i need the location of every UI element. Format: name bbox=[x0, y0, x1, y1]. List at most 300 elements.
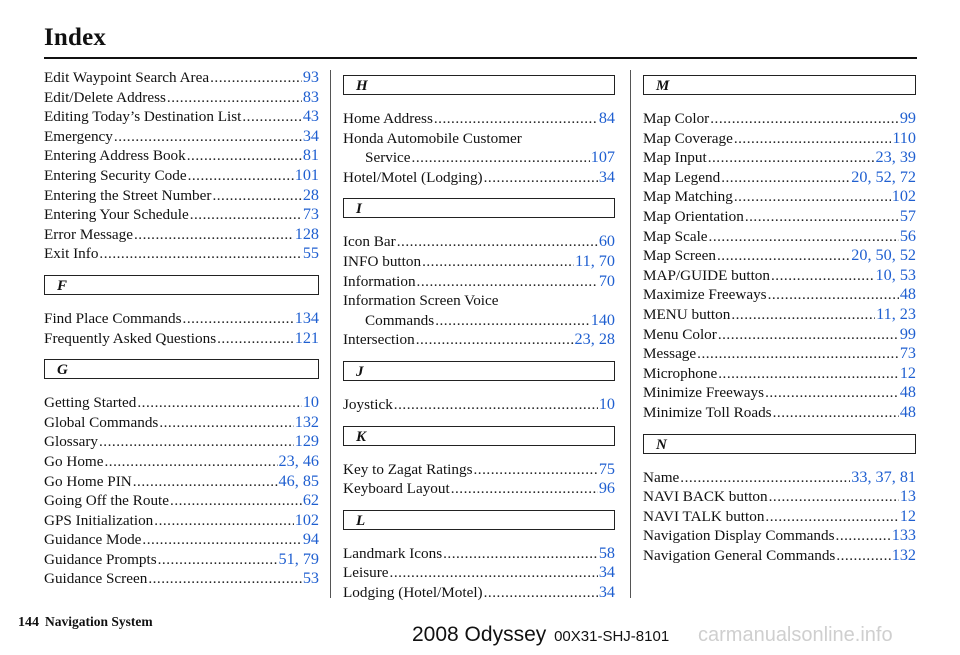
entry-label: Guidance Prompts bbox=[44, 550, 157, 568]
entry-row bbox=[643, 325, 916, 345]
entry-label: Guidance Screen bbox=[44, 570, 148, 588]
entry-row bbox=[44, 127, 319, 147]
entry-label: Entering the Street Number bbox=[44, 186, 212, 204]
entry-label: Entering Security Code bbox=[44, 166, 187, 184]
entry-row bbox=[44, 413, 319, 433]
entry-label: Entering Your Schedule bbox=[44, 206, 189, 224]
index-entry bbox=[643, 187, 916, 207]
index-entry bbox=[643, 285, 916, 305]
index-entry bbox=[44, 413, 319, 433]
entry-label: Glossary bbox=[44, 433, 98, 451]
page-reference-link[interactable]: 133 bbox=[891, 526, 916, 545]
column-divider bbox=[630, 70, 631, 598]
index-entry bbox=[343, 272, 615, 292]
dot-leader bbox=[443, 544, 598, 564]
dot-leader bbox=[769, 487, 899, 507]
entry-row bbox=[643, 344, 916, 364]
entry-list-m bbox=[643, 109, 916, 423]
page-reference-link[interactable]: 132 bbox=[294, 412, 319, 431]
page-reference-link[interactable]: 58 bbox=[598, 543, 615, 562]
index-entry bbox=[643, 364, 916, 384]
page-reference-link[interactable]: 56 bbox=[899, 226, 916, 245]
entry-row bbox=[44, 491, 319, 511]
dot-leader bbox=[734, 187, 891, 207]
dot-leader bbox=[134, 225, 294, 245]
dot-leader bbox=[708, 148, 875, 168]
section-header-l: L bbox=[343, 510, 615, 530]
index-entry bbox=[643, 507, 916, 527]
entry-label: Home Address bbox=[343, 110, 433, 127]
entry-label-continued: Service bbox=[365, 149, 411, 167]
page-reference-link[interactable]: 20, 52, 72 bbox=[851, 167, 916, 186]
entry-label: Icon Bar bbox=[343, 233, 396, 251]
entry-label: Find Place Commands bbox=[44, 309, 182, 327]
entry-label: NAVI TALK button bbox=[643, 507, 765, 525]
index-entry bbox=[44, 146, 319, 166]
index-entry bbox=[643, 109, 916, 129]
index-entry bbox=[343, 544, 615, 564]
index-entry bbox=[44, 205, 319, 225]
page-reference-link[interactable]: 110 bbox=[892, 128, 916, 147]
index-entry bbox=[343, 479, 615, 499]
dot-leader bbox=[416, 330, 574, 350]
index-entry bbox=[44, 107, 319, 127]
page-reference-link[interactable]: 43 bbox=[302, 107, 319, 126]
model-label bbox=[412, 623, 669, 647]
dot-leader bbox=[212, 186, 301, 206]
entry-label: Editing Today’s Destination List bbox=[44, 108, 242, 126]
entry-list-e bbox=[44, 68, 319, 264]
entry-row bbox=[44, 309, 319, 329]
entry-row bbox=[643, 526, 916, 546]
entry-row bbox=[343, 583, 615, 603]
dot-leader bbox=[154, 511, 293, 531]
entry-label: Go Home bbox=[44, 452, 104, 470]
entry-label: Microphone bbox=[643, 364, 718, 382]
entry-row bbox=[44, 511, 319, 531]
dot-leader bbox=[435, 311, 590, 331]
entry-row bbox=[643, 285, 916, 305]
page-reference-link[interactable]: 121 bbox=[294, 328, 319, 347]
entry-label: Map Coverage bbox=[643, 129, 733, 147]
entry-label: Map Legend bbox=[643, 168, 721, 186]
entry-label: Landmark Icons bbox=[343, 544, 443, 562]
page-reference-link[interactable]: 70 bbox=[598, 271, 615, 290]
section-header-j: J bbox=[343, 361, 615, 381]
section-header-f: F bbox=[44, 275, 319, 295]
entry-label: Minimize Toll Roads bbox=[643, 403, 772, 421]
page-reference-link[interactable]: 46, 85 bbox=[278, 471, 319, 490]
index-entry bbox=[343, 291, 615, 330]
index-entry bbox=[44, 68, 319, 88]
dot-leader bbox=[717, 246, 850, 266]
entry-list-f bbox=[44, 309, 319, 348]
dot-leader bbox=[394, 395, 598, 415]
dot-leader bbox=[137, 393, 301, 413]
page-reference-link[interactable]: 99 bbox=[899, 324, 916, 343]
index-entry bbox=[643, 207, 916, 227]
dot-leader bbox=[190, 205, 302, 225]
dot-leader bbox=[710, 109, 899, 129]
dot-leader bbox=[765, 507, 898, 527]
entry-row bbox=[343, 168, 615, 188]
entry-label: GPS Initialization bbox=[44, 511, 154, 529]
dot-leader bbox=[170, 491, 302, 511]
page-reference-link[interactable]: 10 bbox=[598, 394, 615, 413]
entry-row bbox=[343, 479, 615, 499]
index-entry bbox=[643, 403, 916, 423]
entry-label: Edit Waypoint Search Area bbox=[44, 69, 210, 86]
entry-row bbox=[643, 487, 916, 507]
entry-row bbox=[643, 468, 916, 488]
dot-leader bbox=[397, 232, 598, 252]
dot-leader bbox=[765, 383, 899, 403]
index-entry bbox=[643, 129, 916, 149]
index-entry bbox=[44, 186, 319, 206]
entry-row bbox=[643, 266, 916, 286]
page-reference-link[interactable]: 13 bbox=[899, 487, 916, 506]
entry-label: Leisure bbox=[343, 564, 389, 582]
dot-leader bbox=[773, 403, 899, 423]
dot-leader bbox=[187, 146, 302, 166]
entry-list-j bbox=[343, 395, 615, 415]
index-entry bbox=[44, 432, 319, 452]
dot-leader bbox=[745, 207, 899, 227]
entry-row bbox=[643, 546, 916, 566]
entry-label: INFO button bbox=[343, 252, 422, 270]
entry-row bbox=[343, 109, 615, 129]
index-entry bbox=[44, 550, 319, 570]
dot-leader bbox=[114, 127, 302, 147]
entry-label: NAVI BACK button bbox=[643, 488, 768, 506]
entry-row bbox=[643, 109, 916, 129]
entry-row bbox=[343, 544, 615, 564]
index-entry bbox=[643, 325, 916, 345]
page-reference-link[interactable]: 57 bbox=[899, 206, 916, 225]
index-entry bbox=[343, 460, 615, 480]
index-entry bbox=[343, 563, 615, 583]
entry-row bbox=[643, 187, 916, 207]
dot-leader bbox=[183, 309, 294, 329]
entry-label: Maximize Freeways bbox=[643, 286, 767, 304]
entry-label: Keyboard Layout bbox=[343, 480, 450, 498]
entry-label: Frequently Asked Questions bbox=[44, 329, 217, 347]
page-reference-link[interactable]: 140 bbox=[590, 310, 615, 329]
dot-leader bbox=[133, 472, 278, 492]
dot-leader bbox=[104, 452, 277, 472]
model-name: 2008 Odyssey bbox=[412, 623, 547, 646]
index-entry bbox=[643, 148, 916, 168]
entry-label: Map Orientation bbox=[643, 207, 744, 225]
entry-label: Global Commands bbox=[44, 413, 159, 431]
entry-label: Map Matching bbox=[643, 188, 733, 206]
page-reference-link[interactable]: 132 bbox=[891, 545, 916, 564]
dot-leader bbox=[148, 569, 302, 589]
page-reference-link[interactable]: 134 bbox=[294, 308, 319, 327]
page-number: 144 bbox=[18, 615, 39, 630]
entry-row bbox=[44, 88, 319, 108]
entry-label: MENU button bbox=[643, 305, 731, 323]
entry-row bbox=[343, 330, 615, 350]
index-entry bbox=[343, 129, 615, 168]
entry-label: Emergency bbox=[44, 127, 113, 145]
index-entry bbox=[44, 511, 319, 531]
entry-label: Map Input bbox=[643, 149, 707, 167]
dot-leader bbox=[451, 479, 598, 499]
page-reference-link[interactable]: 55 bbox=[302, 244, 319, 263]
index-entry bbox=[643, 487, 916, 507]
page-reference-link[interactable]: 20, 50, 52 bbox=[851, 246, 916, 265]
page-reference-link[interactable]: 102 bbox=[891, 187, 916, 206]
page-reference-link[interactable]: 75 bbox=[598, 459, 615, 478]
page-reference-link[interactable]: 73 bbox=[302, 205, 319, 224]
entry-list-n bbox=[643, 468, 916, 566]
entry-row bbox=[343, 395, 615, 415]
entry-row bbox=[643, 207, 916, 227]
page-reference-link[interactable]: 96 bbox=[598, 479, 615, 498]
entry-label: Go Home PIN bbox=[44, 472, 132, 490]
page-reference-link[interactable]: 73 bbox=[899, 344, 916, 363]
entry-label: Edit/Delete Address bbox=[44, 88, 166, 106]
entry-row bbox=[44, 146, 319, 166]
entry-label: Exit Info bbox=[44, 245, 99, 263]
entry-row bbox=[643, 129, 916, 149]
index-entry bbox=[44, 166, 319, 186]
entry-label: Entering Address Book bbox=[44, 147, 186, 165]
dot-leader bbox=[718, 325, 899, 345]
dot-leader bbox=[768, 285, 899, 305]
section-header-m: M bbox=[643, 75, 916, 95]
dot-leader bbox=[836, 546, 890, 566]
page-reference-link[interactable]: 34 bbox=[598, 582, 615, 601]
entry-row bbox=[44, 107, 319, 127]
entry-row bbox=[643, 168, 916, 188]
page-reference-link[interactable]: 129 bbox=[294, 432, 319, 451]
dot-leader bbox=[188, 166, 294, 186]
dot-leader bbox=[210, 68, 302, 88]
entry-label: Map Color bbox=[643, 110, 710, 127]
entry-row bbox=[343, 460, 615, 480]
dot-leader bbox=[709, 227, 899, 247]
dot-leader bbox=[167, 88, 302, 108]
page-reference-link[interactable]: 10, 53 bbox=[875, 265, 916, 284]
entry-label: Information Screen Voice bbox=[343, 292, 499, 310]
index-entry bbox=[643, 344, 916, 364]
page-reference-link[interactable]: 84 bbox=[598, 109, 615, 127]
entry-list-g bbox=[44, 393, 319, 589]
entry-row bbox=[643, 403, 916, 423]
page-reference-link[interactable]: 101 bbox=[294, 165, 319, 184]
page-footer bbox=[18, 614, 153, 631]
index-entry bbox=[44, 329, 319, 349]
entry-row bbox=[643, 507, 916, 527]
entry-label: Joystick bbox=[343, 395, 393, 413]
entry-row bbox=[343, 272, 615, 292]
entry-label: Message bbox=[643, 345, 697, 363]
page-reference-link[interactable]: 53 bbox=[302, 569, 319, 588]
entry-row bbox=[44, 225, 319, 245]
title-divider bbox=[44, 57, 917, 59]
page-reference-link[interactable]: 34 bbox=[598, 563, 615, 582]
page-reference-link[interactable]: 60 bbox=[598, 232, 615, 251]
entry-list-h bbox=[343, 109, 615, 187]
index-entry bbox=[44, 393, 319, 413]
entry-label: Name bbox=[643, 468, 680, 486]
dot-leader bbox=[731, 305, 875, 325]
page-reference-link[interactable]: 10 bbox=[302, 393, 319, 412]
entry-label: Information bbox=[343, 272, 416, 290]
entry-list-k bbox=[343, 460, 615, 499]
page-reference-link[interactable]: 12 bbox=[899, 506, 916, 525]
index-entry bbox=[44, 530, 319, 550]
section-header-h: H bbox=[343, 75, 615, 95]
page-reference-link[interactable]: 62 bbox=[302, 491, 319, 510]
dot-leader bbox=[99, 432, 294, 452]
entry-row bbox=[343, 563, 615, 583]
page-reference-link[interactable]: 94 bbox=[302, 530, 319, 549]
entry-row bbox=[44, 530, 319, 550]
dot-leader bbox=[159, 413, 293, 433]
page-reference-link[interactable]: 99 bbox=[899, 109, 916, 127]
entry-row bbox=[643, 148, 916, 168]
index-entry bbox=[343, 252, 615, 272]
entry-list-l bbox=[343, 544, 615, 603]
entry-row bbox=[44, 244, 319, 264]
index-entry bbox=[44, 127, 319, 147]
entry-label: Key to Zagat Ratings bbox=[343, 460, 473, 478]
index-entry bbox=[343, 395, 615, 415]
dot-leader bbox=[680, 468, 850, 488]
entry-row bbox=[643, 305, 916, 325]
index-entry bbox=[643, 246, 916, 266]
page-reference-link[interactable]: 48 bbox=[899, 402, 916, 421]
entry-row bbox=[643, 364, 916, 384]
index-column-2 bbox=[343, 68, 615, 603]
entry-label-continued: Commands bbox=[365, 311, 435, 329]
entry-list-i bbox=[343, 232, 615, 350]
entry-row bbox=[44, 569, 319, 589]
page-reference-link[interactable]: 23, 39 bbox=[875, 148, 916, 167]
page-reference-link[interactable]: 33, 37, 81 bbox=[851, 467, 916, 486]
entry-label: Getting Started bbox=[44, 394, 137, 412]
dot-leader bbox=[434, 109, 598, 129]
dot-leader bbox=[142, 530, 301, 550]
entry-row bbox=[343, 252, 615, 272]
entry-row bbox=[44, 205, 319, 225]
section-header-g: G bbox=[44, 359, 319, 379]
entry-row bbox=[44, 472, 319, 492]
page-reference-link[interactable]: 12 bbox=[899, 363, 916, 382]
index-entry bbox=[343, 232, 615, 252]
index-entry bbox=[643, 526, 916, 546]
dot-leader bbox=[390, 563, 598, 583]
dot-leader bbox=[484, 583, 598, 603]
page-reference-link[interactable]: 51, 79 bbox=[278, 549, 319, 568]
index-entry bbox=[643, 227, 916, 247]
dot-leader bbox=[217, 329, 294, 349]
entry-row bbox=[44, 550, 319, 570]
page-reference-link[interactable]: 23, 46 bbox=[278, 451, 319, 470]
index-entry bbox=[44, 88, 319, 108]
dot-leader bbox=[99, 244, 301, 264]
index-entry bbox=[343, 168, 615, 188]
page-reference-link[interactable]: 28 bbox=[302, 185, 319, 204]
index-entry bbox=[44, 491, 319, 511]
entry-label: Going Off the Route bbox=[44, 492, 170, 510]
column-divider bbox=[330, 70, 331, 598]
entry-row bbox=[643, 383, 916, 403]
page-reference-link[interactable]: 128 bbox=[294, 224, 319, 243]
entry-label: Hotel/Motel (Lodging) bbox=[343, 168, 483, 186]
entry-label: Guidance Mode bbox=[44, 531, 142, 549]
entry-label: MAP/GUIDE button bbox=[643, 266, 770, 284]
dot-leader bbox=[484, 168, 598, 188]
entry-label: Navigation General Commands bbox=[643, 546, 836, 564]
page-reference-link[interactable]: 48 bbox=[899, 383, 916, 402]
index-entry bbox=[643, 383, 916, 403]
index-column-3 bbox=[643, 68, 916, 565]
dot-leader bbox=[474, 460, 598, 480]
entry-label: Honda Automobile Customer bbox=[343, 129, 522, 147]
dot-leader bbox=[417, 272, 598, 292]
dot-leader bbox=[734, 129, 891, 149]
index-entry bbox=[44, 569, 319, 589]
page-reference-link[interactable]: 34 bbox=[302, 126, 319, 145]
entry-label: Minimize Freeways bbox=[643, 384, 765, 402]
page-reference-link[interactable]: 102 bbox=[294, 510, 319, 529]
model-code: 00X31-SHJ-8101 bbox=[554, 628, 670, 645]
section-header-n: N bbox=[643, 434, 916, 454]
entry-row bbox=[343, 148, 615, 168]
system-name: Navigation System bbox=[45, 614, 153, 629]
index-entry bbox=[343, 109, 615, 129]
entry-label: Error Message bbox=[44, 225, 133, 243]
index-column-1 bbox=[44, 68, 319, 589]
entry-row bbox=[44, 432, 319, 452]
dot-leader bbox=[158, 550, 278, 570]
dot-leader bbox=[718, 364, 899, 384]
entry-label: Intersection bbox=[343, 331, 415, 349]
page-reference-link[interactable]: 81 bbox=[302, 146, 319, 165]
index-entry bbox=[643, 266, 916, 286]
entry-label: Menu Color bbox=[643, 325, 717, 343]
entry-row bbox=[643, 246, 916, 266]
page-reference-link[interactable]: 93 bbox=[302, 68, 319, 86]
entry-row bbox=[44, 166, 319, 186]
index-entry bbox=[643, 468, 916, 488]
index-entry bbox=[44, 472, 319, 492]
entry-row bbox=[44, 393, 319, 413]
page-reference-link[interactable]: 11, 70 bbox=[575, 251, 615, 270]
entry-label: Navigation Display Commands bbox=[643, 527, 835, 545]
index-entry bbox=[44, 309, 319, 329]
section-header-k: K bbox=[343, 426, 615, 446]
index-entry bbox=[44, 452, 319, 472]
entry-row bbox=[643, 227, 916, 247]
dot-leader bbox=[242, 107, 301, 127]
page-reference-link[interactable]: 11, 23 bbox=[876, 304, 916, 323]
page-reference-link[interactable]: 107 bbox=[590, 148, 615, 167]
page-reference-link[interactable]: 23, 28 bbox=[574, 330, 615, 349]
page-reference-link[interactable]: 48 bbox=[899, 285, 916, 304]
page-reference-link[interactable]: 34 bbox=[598, 167, 615, 186]
dot-leader bbox=[721, 168, 850, 188]
entry-row bbox=[343, 232, 615, 252]
dot-leader bbox=[836, 526, 891, 546]
page-reference-link[interactable]: 83 bbox=[302, 87, 319, 106]
section-header-i: I bbox=[343, 198, 615, 218]
index-entry bbox=[643, 546, 916, 566]
